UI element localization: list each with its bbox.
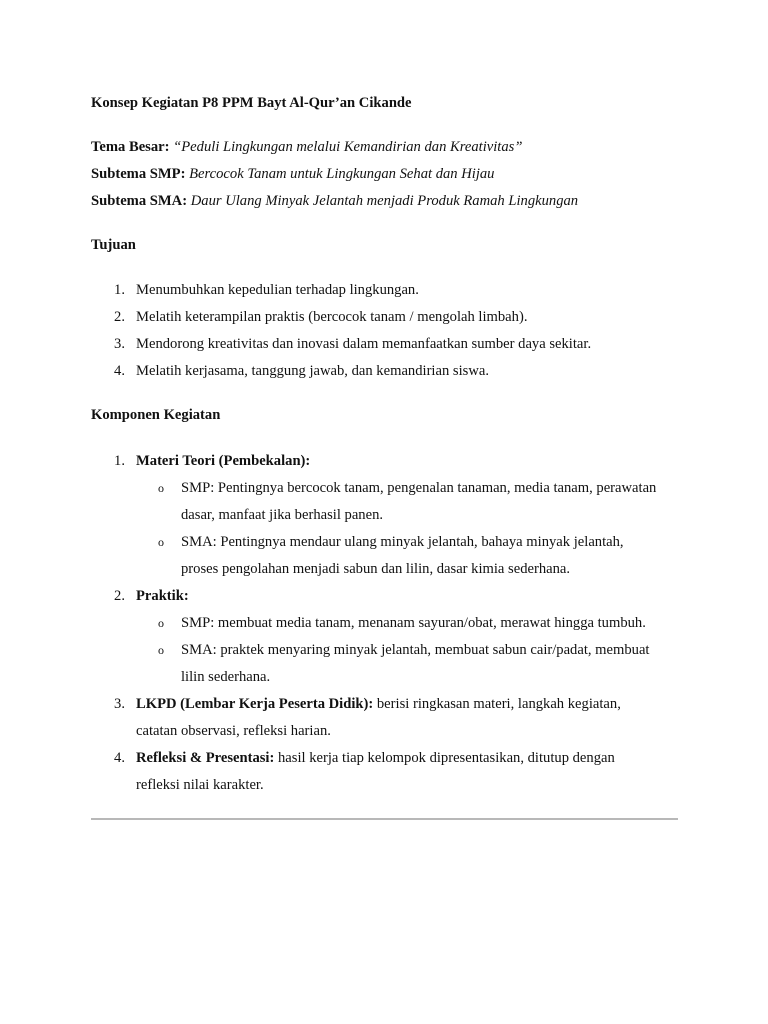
tujuan-heading: Tujuan — [91, 237, 136, 253]
sub-item-line: lilin sederhana. — [181, 669, 271, 685]
tema-value: “Peduli Lingkungan melalui Kemandirian dan Kreativitas” — [173, 139, 523, 155]
sub-item-line: SMA: Pentingnya mendaur ulang minyak jelantah, bahaya minyak jelantah, — [181, 534, 624, 550]
komponen-item-3 — [136, 694, 621, 714]
list-number: 1. — [114, 282, 125, 298]
document-title: Konsep Kegiatan P8 PPM Bayt Al-Qur’an Cikande — [91, 95, 412, 111]
list-number: 4. — [114, 363, 125, 379]
subtema-smp-value: Bercocok Tanam untuk Lingkungan Sehat dan Hijau — [189, 166, 495, 182]
bullet-icon: o — [158, 535, 164, 549]
subtema-smp-label: Subtema SMP: — [91, 166, 186, 182]
list-item: Mendorong kreativitas dan inovasi dalam memanfaatkan sumber daya sekitar. — [136, 336, 592, 352]
komponen-item-text: hasil kerja tiap kelompok dipresentasikan, ditutup dengan — [274, 750, 615, 766]
komponen-heading: Komponen Kegiatan — [91, 407, 221, 423]
tema-label: Tema Besar: — [91, 139, 170, 155]
list-number: 1. — [114, 453, 125, 469]
komponen-item-label: Materi Teori (Pembekalan): — [136, 453, 311, 469]
komponen-item-label: Refleksi & Presentasi: — [136, 750, 275, 766]
komponen-item-label: Praktik: — [136, 588, 189, 604]
list-item: Melatih kerjasama, tanggung jawab, dan kemandirian siswa. — [136, 363, 489, 379]
list-number: 3. — [114, 696, 125, 712]
sub-item-line: SMP: Pentingnya bercocok tanam, pengenalan tanaman, media tanam, perawatan — [181, 480, 657, 496]
list-item: Melatih keterampilan praktis (bercocok tanam / mengolah limbah). — [136, 309, 528, 325]
sub-item-line: dasar, manfaat jika berhasil panen. — [181, 507, 384, 523]
komponen-item-text: catatan observasi, refleksi harian. — [136, 723, 331, 739]
komponen-item-text: refleksi nilai karakter. — [136, 777, 264, 793]
bullet-icon: o — [158, 643, 164, 657]
list-item: Menumbuhkan kepedulian terhadap lingkungan. — [136, 282, 419, 298]
list-number: 3. — [114, 336, 125, 352]
list-number: 2. — [114, 309, 125, 325]
tema-besar-line — [91, 137, 522, 157]
komponen-item-label: LKPD (Lembar Kerja Peserta Didik): — [136, 696, 374, 712]
subtema-smp-line — [91, 164, 494, 184]
komponen-item-text: berisi ringkasan materi, langkah kegiatan, — [373, 696, 621, 712]
bullet-icon: o — [158, 481, 164, 495]
sub-item-line: proses pengolahan menjadi sabun dan lilin, dasar kimia sederhana. — [181, 561, 571, 577]
sub-item-line: SMP: membuat media tanam, menanam sayuran/obat, merawat hingga tumbuh. — [181, 615, 646, 631]
komponen-item-4 — [136, 748, 615, 768]
horizontal-divider — [91, 818, 678, 820]
sub-item-line: SMA: praktek menyaring minyak jelantah, membuat sabun cair/padat, membuat — [181, 642, 650, 658]
subtema-sma-value: Daur Ulang Minyak Jelantah menjadi Produk Ramah Lingkungan — [190, 193, 579, 209]
bullet-icon: o — [158, 616, 164, 630]
subtema-sma-label: Subtema SMA: — [91, 193, 188, 209]
list-number: 4. — [114, 750, 125, 766]
subtema-sma-line — [91, 191, 578, 211]
list-number: 2. — [114, 588, 125, 604]
